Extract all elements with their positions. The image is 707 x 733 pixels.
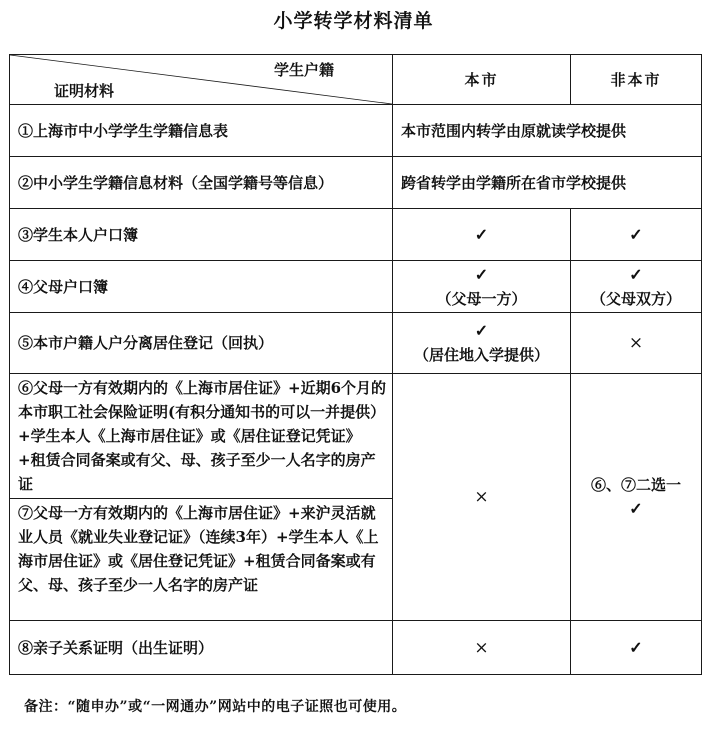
table-row [10, 261, 702, 313]
check-mark: ✓ [571, 209, 702, 261]
cross-mark: × [393, 621, 571, 675]
table-row [10, 313, 702, 374]
merged-value-cell: 跨省转学由学籍所在省市学校提供 [393, 157, 702, 209]
material-cell: ④父母户口簿 [10, 261, 393, 313]
header-nonlocal: 非本市 [571, 55, 702, 105]
header-local: 本市 [393, 55, 571, 105]
table-row [10, 157, 702, 209]
material-cell: ②中小学生学籍信息材料（全国学籍号等信息） [10, 157, 393, 209]
local-note: （父母一方） [436, 289, 527, 308]
cross-mark: × [571, 313, 702, 374]
table-row [10, 374, 702, 499]
either-one-cell [571, 374, 702, 621]
diagonal-header-cell [10, 55, 393, 105]
footnote: 备注：“随申办”或“一网通办”网站中的电子证照也可使用。 [24, 699, 407, 715]
table-row [10, 105, 702, 157]
table-row [10, 621, 702, 675]
check-mark: ✓ [629, 499, 643, 518]
check-mark: ✓ [629, 264, 643, 284]
material-cell: ⑤本市户籍人户分离居住登记（回执） [10, 313, 393, 374]
material-cell: ⑥父母一方有效期内的《上海市居住证》+近期6个月的本市职工社会保险证明(有积分通知书的可以一并提供）+学生本人《上海市居住证》或《居住证登记凭证》+租赁合同备案或有父、母、孩子至少一人名字的房产证 [10, 374, 393, 499]
table-header-row [10, 55, 702, 105]
table-row [10, 209, 702, 261]
check-mark: ✓ [474, 264, 489, 284]
local-value-cell [393, 313, 571, 374]
check-mark: ✓ [474, 321, 489, 340]
either-one-label: ⑥、⑦二选一 [590, 476, 681, 494]
check-mark: ✓ [393, 209, 571, 261]
check-mark: ✓ [571, 621, 702, 675]
header-proof-materials: 证明材料 [54, 82, 115, 100]
nonlocal-value-cell [571, 261, 702, 313]
header-student-registration: 学生户籍 [273, 61, 334, 79]
material-cell: ⑧亲子关系证明（出生证明） [10, 621, 393, 675]
material-cell: ⑦父母一方有效期内的《上海市居住证》+来沪灵活就业人员《就业失业登记证》（连续3年）+学生本人《上海市居住证》或《居住登记凭证》+租赁合同备案或有父、母、孩子至少一人名字的房产证 [10, 499, 393, 621]
page-title: 小学转学材料清单 [273, 10, 434, 32]
materials-table [9, 54, 702, 675]
material-cell: ③学生本人户口簿 [10, 209, 393, 261]
local-note: （居住地入学提供） [413, 346, 549, 364]
cross-mark: × [393, 374, 571, 621]
merged-value-cell: 本市范围内转学由原就读学校提供 [393, 105, 702, 157]
material-cell: ①上海市中小学学生学籍信息表 [10, 105, 393, 157]
local-value-cell [393, 261, 571, 313]
nonlocal-note: （父母双方） [590, 289, 681, 308]
